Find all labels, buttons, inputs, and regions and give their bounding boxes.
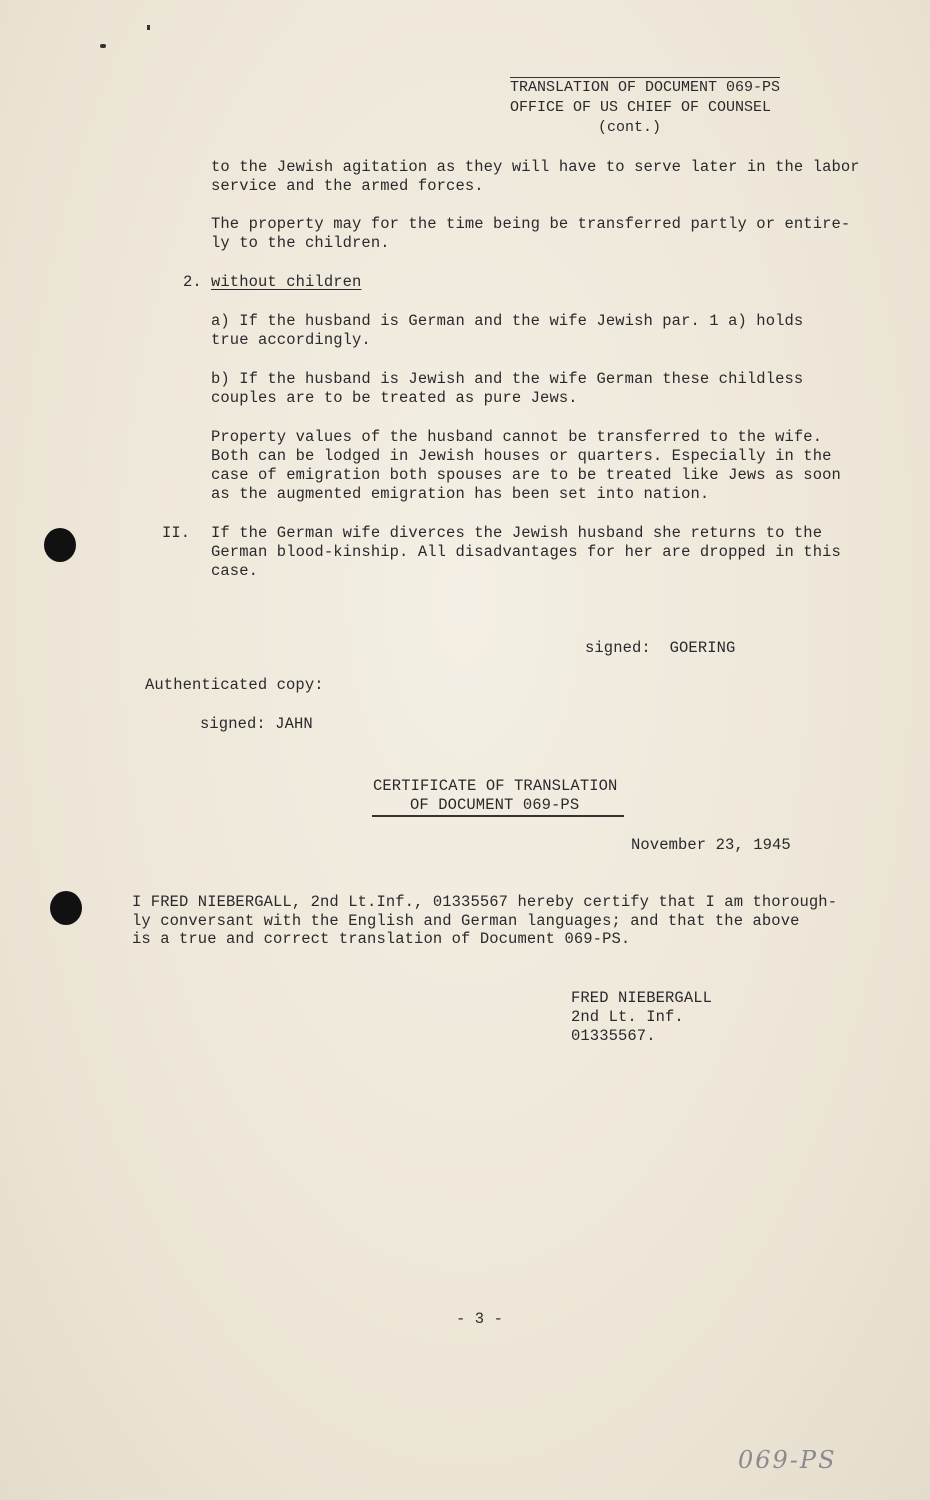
punch-hole: [50, 891, 82, 925]
handwritten-document-reference: 069-PS: [738, 1446, 837, 1474]
body-line: as the augmented emigration has been set into nation.: [211, 485, 710, 503]
body-line: Both can be lodged in Jewish houses or quarters. Especially in the: [211, 447, 832, 465]
translator-name: FRED NIEBERGALL: [571, 989, 713, 1007]
body-line: ly to the children.: [211, 234, 390, 252]
certificate-title: CERTIFICATE OF TRANSLATION: [373, 777, 618, 795]
authenticated-copy-label: Authenticated copy:: [145, 676, 324, 694]
item-number: 2.: [183, 273, 202, 291]
section-number: II.: [162, 524, 191, 542]
page-number: - 3 -: [456, 1310, 504, 1328]
body-line: couples are to be treated as pure Jews.: [211, 389, 578, 407]
header-title: TRANSLATION OF DOCUMENT 069-PS: [510, 79, 781, 96]
body-line: true accordingly.: [211, 331, 371, 349]
item-heading: without children: [211, 273, 362, 291]
body-line: a) If the husband is German and the wife Jewish par. 1 a) holds: [211, 312, 804, 330]
certificate-text: is a true and correct translation of Document 069-PS.: [132, 930, 631, 948]
body-line: case of emigration both spouses are to be treated like Jews as soon: [211, 466, 841, 484]
certificate-text: I FRED NIEBERGALL, 2nd Lt.Inf., 01335567 hereby certify that I am thorough-: [132, 893, 838, 911]
jahn-signature: signed: JAHN: [200, 715, 313, 733]
document-header: [510, 77, 780, 138]
certificate-text: ly conversant with the English and German languages; and that the above: [132, 912, 800, 930]
translator-rank: 2nd Lt. Inf.: [571, 1008, 684, 1026]
body-line: service and the armed forces.: [211, 177, 484, 195]
header-office: OFFICE OF US CHIEF OF COUNSEL: [510, 99, 772, 116]
goering-signature: signed: GOERING: [585, 639, 736, 657]
certificate-subtitle: OF DOCUMENT 069-PS: [410, 796, 580, 814]
ink-speck: [147, 25, 150, 30]
body-line: The property may for the time being be transferred partly or entire-: [211, 215, 851, 233]
body-line: b) If the husband is Jewish and the wife German these childless: [211, 370, 804, 388]
body-line: German blood-kinship. All disadvantages for her are dropped in this: [211, 543, 841, 561]
punch-hole: [44, 528, 76, 562]
body-line: If the German wife diverces the Jewish husband she returns to the: [211, 524, 823, 542]
body-line: to the Jewish agitation as they will have to serve later in the labor: [211, 158, 860, 176]
header-cont: (cont.): [598, 119, 662, 136]
body-line: Property values of the husband cannot be transferred to the wife.: [211, 428, 823, 446]
body-line: case.: [211, 562, 259, 580]
ink-speck: [100, 44, 106, 48]
certificate-date: November 23, 1945: [631, 836, 791, 854]
translator-serial: 01335567.: [571, 1027, 656, 1045]
certificate-underline: [372, 815, 624, 817]
